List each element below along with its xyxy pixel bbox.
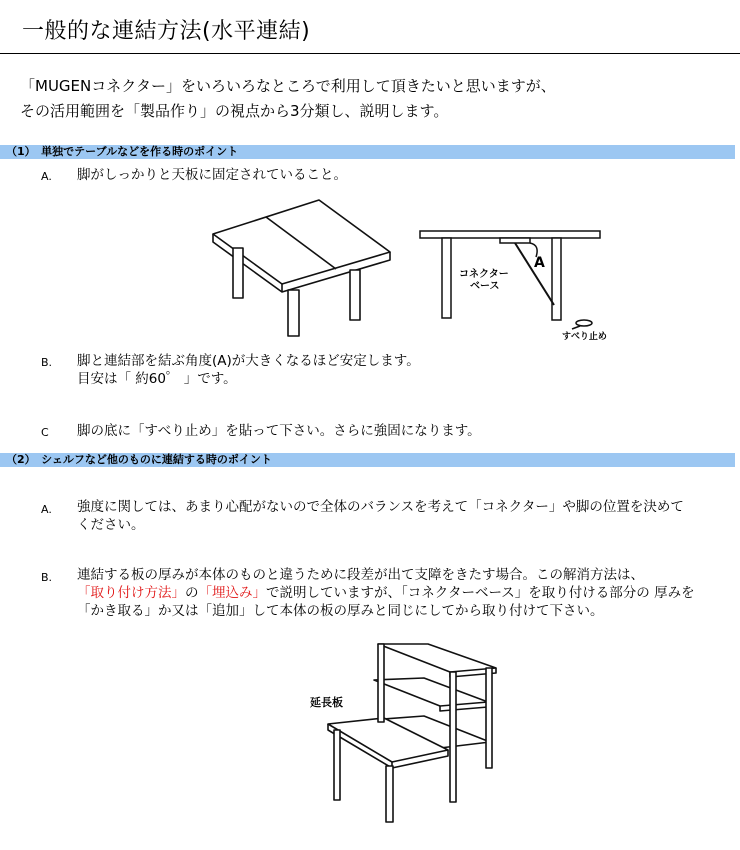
s2-item-b-rest: で説明していますが、「コネクターベース」を取り付ける部分の 厚みを (266, 585, 695, 601)
s1-item-c-text: 脚の底に「すべり止め」を貼って下さい。さらに強固になります。 (77, 423, 481, 439)
intro-line-2: その活用範囲を「製品作り」の視点から3分類し、説明します。 (20, 102, 449, 120)
s2-item-b-mid: の (185, 585, 199, 601)
side-view-illustration (412, 195, 612, 345)
s1-item-a-letter: A. (41, 170, 52, 183)
s1-item-b-text (77, 352, 420, 388)
s1-item-b-line-2: 目安は「 約60゜ 」です。 (77, 371, 237, 387)
s2-item-b-text (77, 566, 695, 620)
intro-line-1: 「MUGENコネクター」をいろいろなところで利用して頂きたいと思いますが、 (20, 77, 556, 95)
s1-item-c-letter: C (41, 426, 49, 439)
s2-item-b-line-3: 「かき取る」か又は「追加」して本体の板の厚みと同じにしてから取り付けて下さい。 (77, 603, 604, 619)
s2-item-a-line-2: ください。 (77, 517, 145, 533)
s2-item-b-line-2 (77, 584, 695, 602)
s2-item-b-letter: B. (41, 571, 53, 584)
section-1-heading: （1） 単独でテーブルなどを作る時のポイント (0, 145, 735, 159)
table-illustration (205, 190, 395, 340)
label-stopper: すべり止め (562, 332, 607, 342)
s1-item-b-letter: B. (41, 356, 53, 369)
label-extension-board: 延長板 (310, 696, 343, 709)
s2-item-a-text (77, 498, 684, 534)
title-divider (0, 53, 740, 54)
s1-item-a-text: 脚がしっかりと天板に固定されていること。 (77, 167, 347, 183)
label-connector: コネクター (459, 269, 509, 280)
section-2-heading: （2） シェルフなど他のものに連結する時のポイント (0, 453, 735, 467)
page-title: 一般的な連結方法(水平連結) (22, 19, 311, 44)
s1-item-b-line-1: 脚と連結部を結ぶ角度(A)が大きくなるほど安定します。 (77, 353, 420, 369)
shelf-illustration (300, 638, 510, 828)
label-base: ベース (470, 281, 500, 292)
s2-item-a-letter: A. (41, 503, 52, 516)
intro-paragraph (20, 74, 556, 124)
label-angle: A (534, 255, 545, 271)
s2-item-a-line-1: 強度に関しては、あまり心配がないので全体のバランスを考えて「コネクター」や脚の位置を決めて (77, 499, 684, 515)
link-embedding[interactable]: 「埋込み」 (198, 585, 266, 601)
s2-item-b-line-1: 連結する板の厚みが本体のものと違うために段差が出て支障をきたす場合。この解消方法は、 (77, 567, 644, 583)
link-mounting-method[interactable]: 「取り付け方法」 (77, 585, 185, 601)
